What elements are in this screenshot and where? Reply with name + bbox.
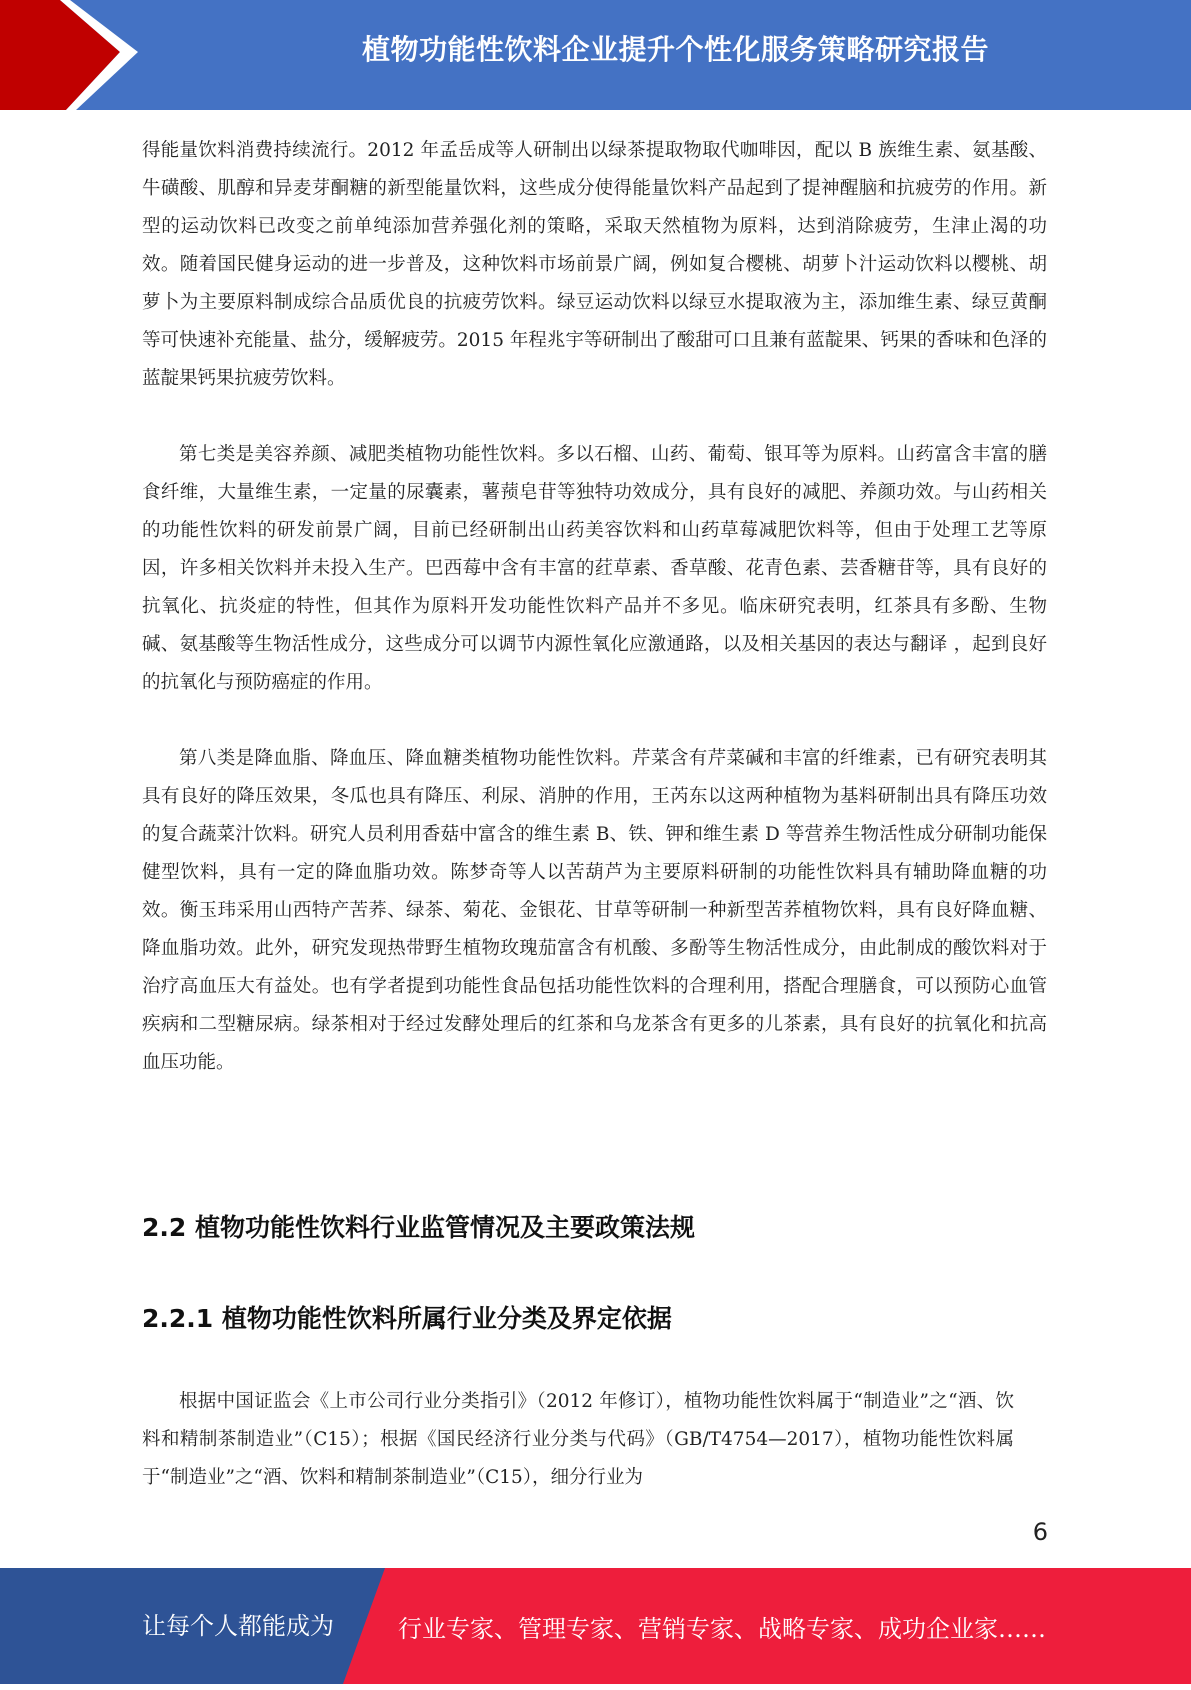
footer-slogan-right: 行业专家、管理专家、营销专家、战略专家、成功企业家…… bbox=[398, 1615, 1046, 1643]
document-body bbox=[142, 132, 1047, 1082]
page-number: 6 bbox=[1032, 1518, 1048, 1546]
paragraph-category-eight: 第八类是降血脂、降血压、降血糖类植物功能性饮料。芹菜含有芹菜碱和丰富的纤维素，已有研究表明其具有良好的降压效果，冬瓜也具有降压、利尿、消肿的作用，王芮东以这两种植物为基料研制出具有降压功效的复合蔬菜汁饮料。研究人员利用香菇中富含的维生素 B、铁、钾和维生素 D 等营养生物活性成分研制功能保健型饮料，具有一定的降血脂功效。陈梦奇等人以苦葫芦为主要原料研制的功能性饮料具有辅助降血糖的功效。衡玉玮采用山西特产苦荞、绿茶、菊花、金银花、甘草等研制一种新型苦荞植物饮料，具有良好降血糖、降血脂功效。此外，研究发现热带野生植物玫瑰茄富含有机酸、多酚等生物活性成分，由此制成的酸饮料对于治疗高血压大有益处。也有学者提到功能性食品包括功能性饮料的合理利用，搭配合理膳食，可以预防心血管疾病和二型糖尿病。绿茶相对于经过发酵处理后的红茶和乌龙茶含有更多的儿茶素，具有良好的抗氧化和抗高血压功能。 bbox=[142, 748, 1047, 1073]
document-body-lower bbox=[142, 1383, 1014, 1497]
footer-slogan-left: 让每个人都能成为 bbox=[142, 1612, 334, 1640]
paragraph-continued: 得能量饮料消费持续流行。2012 年孟岳成等人研制出以绿茶提取物取代咖啡因，配以 B 族维生素、氨基酸、牛磺酸、肌醇和异麦芽酮糖的新型能量饮料，这些成分使得能量饮料产品起到了提神醒脑和抗疲劳的作用。新型的运动饮料已改变之前单纯添加营养强化剂的策略，采取天然植物为原料，达到消除疲劳，生津止渴的功效。随着国民健身运动的进一步普及，这种饮料市场前景广阔，例如复合樱桃、胡萝卜汁运动饮料以樱桃、胡萝卜为主要原料制成综合品质优良的抗疲劳饮料。绿豆运动饮料以绿豆水提取液为主，添加维生素、绿豆黄酮等可快速补充能量、盐分，缓解疲劳。2015 年程兆宇等研制出了酸甜可口且兼有蓝靛果、钙果的香味和色泽的蓝靛果钙果抗疲劳饮料。 bbox=[142, 140, 1047, 389]
header-arrow-decoration bbox=[0, 0, 160, 110]
paragraph-industry-classification: 根据中国证监会《上市公司行业分类指引》（2012 年修订），植物功能性饮料属于“制造业”之“酒、饮料和精制茶制造业”（C15）；根据《国民经济行业分类与代码》（GB/T4754—2017），植物功能性饮料属于“制造业”之“酒、饮料和精制茶制造业”（C15），细分行业为 bbox=[142, 1391, 1014, 1488]
page-footer bbox=[0, 1568, 1191, 1684]
paragraph-category-seven: 第七类是美容养颜、减肥类植物功能性饮料。多以石榴、山药、葡萄、银耳等为原料。山药富含丰富的膳食纤维，大量维生素，一定量的尿囊素，薯蓣皂苷等独特功效成分，具有良好的减肥、养颜功效。与山药相关的功能性饮料的研发前景广阔，目前已经研制出山药美容饮料和山药草莓减肥饮料等，但由于处理工艺等原因，许多相关饮料并未投入生产。巴西莓中含有丰富的荭草素、香草酸、花青色素、芸香糖苷等，具有良好的抗氧化、抗炎症的特性，但其作为原料开发功能性饮料产品并不多见。临床研究表明，红茶具有多酚、生物碱、氨基酸等生物活性成分，这些成分可以调节内源性氧化应激通路，以及相关基因的表达与翻译 ，起到良好的抗氧化与预防癌症的作用。 bbox=[142, 444, 1047, 693]
section-heading-2-2: 2.2 植物功能性饮料行业监管情况及主要政策法规 bbox=[142, 1213, 695, 1242]
header-title: 植物功能性饮料企业提升个性化服务策略研究报告 bbox=[361, 33, 989, 66]
page-header bbox=[0, 0, 1191, 110]
section-heading-2-2-1: 2.2.1 植物功能性饮料所属行业分类及界定依据 bbox=[142, 1304, 672, 1333]
